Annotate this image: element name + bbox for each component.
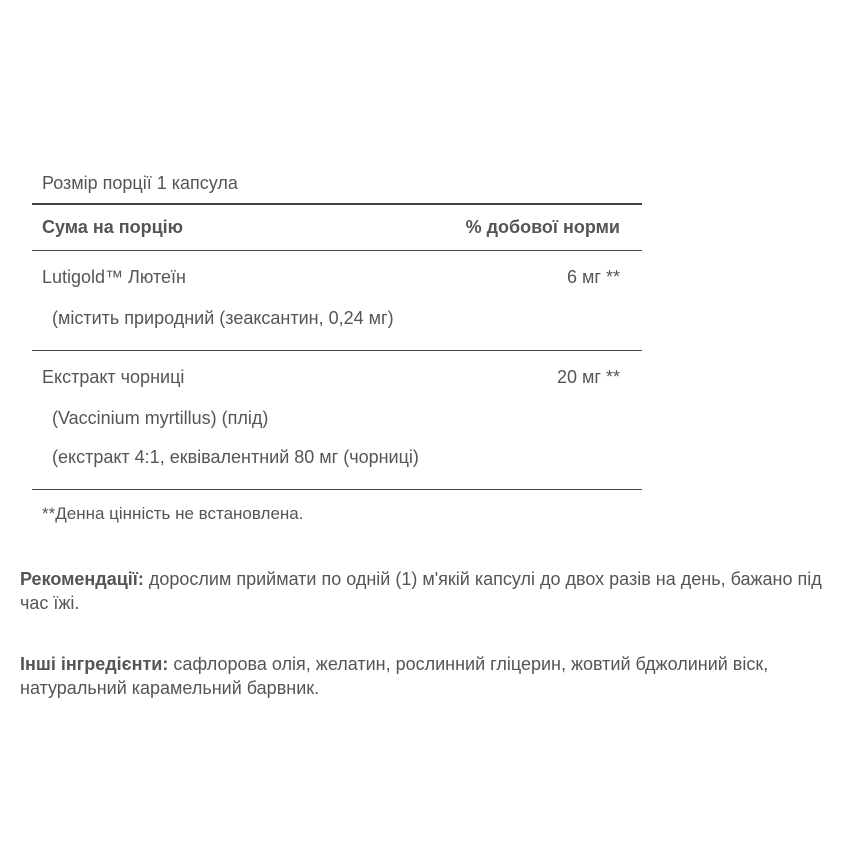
nutrient-amount: 6 мг ** [567,267,620,287]
other-ingredients-paragraph [20,652,840,700]
table-header [32,205,642,251]
nutrient-amount: 20 мг ** [557,367,620,387]
nutrient-row-lutein [32,251,642,351]
nutrient-note: (Vaccinium myrtillus) (плід) [52,408,269,428]
recommendations-paragraph [20,567,840,615]
daily-value-footnote: **Денна цінність не встановлена. [42,504,304,523]
nutrient-main-line [32,259,642,295]
daily-value-header: % добової норми [465,217,620,237]
supplement-facts-table [32,162,642,525]
nutrient-note: (містить природний (зеаксантин, 0,24 мг) [52,308,394,328]
nutrient-name: Екстракт чорниці [42,367,185,387]
amount-per-serving-header: Сума на порцію [42,217,184,237]
nutrient-main-line [32,359,642,395]
recommendations-text: дорослим приймати по одній (1) м'якій капсулі до двох разів на день, бажано під час їжі. [20,569,822,613]
recommendations-label: Рекомендації: [20,569,144,589]
nutrient-note: (екстракт 4:1, еквівалентний 80 мг (чорниці) [52,447,419,467]
other-ingredients-text: сафлорова олія, желатин, рослинний гліцерин, жовтий бджолиний віск, натуральний карамельний барвник. [20,654,769,698]
serving-size: Розмір порції 1 капсула [32,162,642,205]
other-ingredients-label: Інші інгредієнти: [20,654,169,674]
nutrient-row-bilberry [32,351,642,490]
nutrient-name: Lutigold™ Лютеїн [42,267,186,287]
